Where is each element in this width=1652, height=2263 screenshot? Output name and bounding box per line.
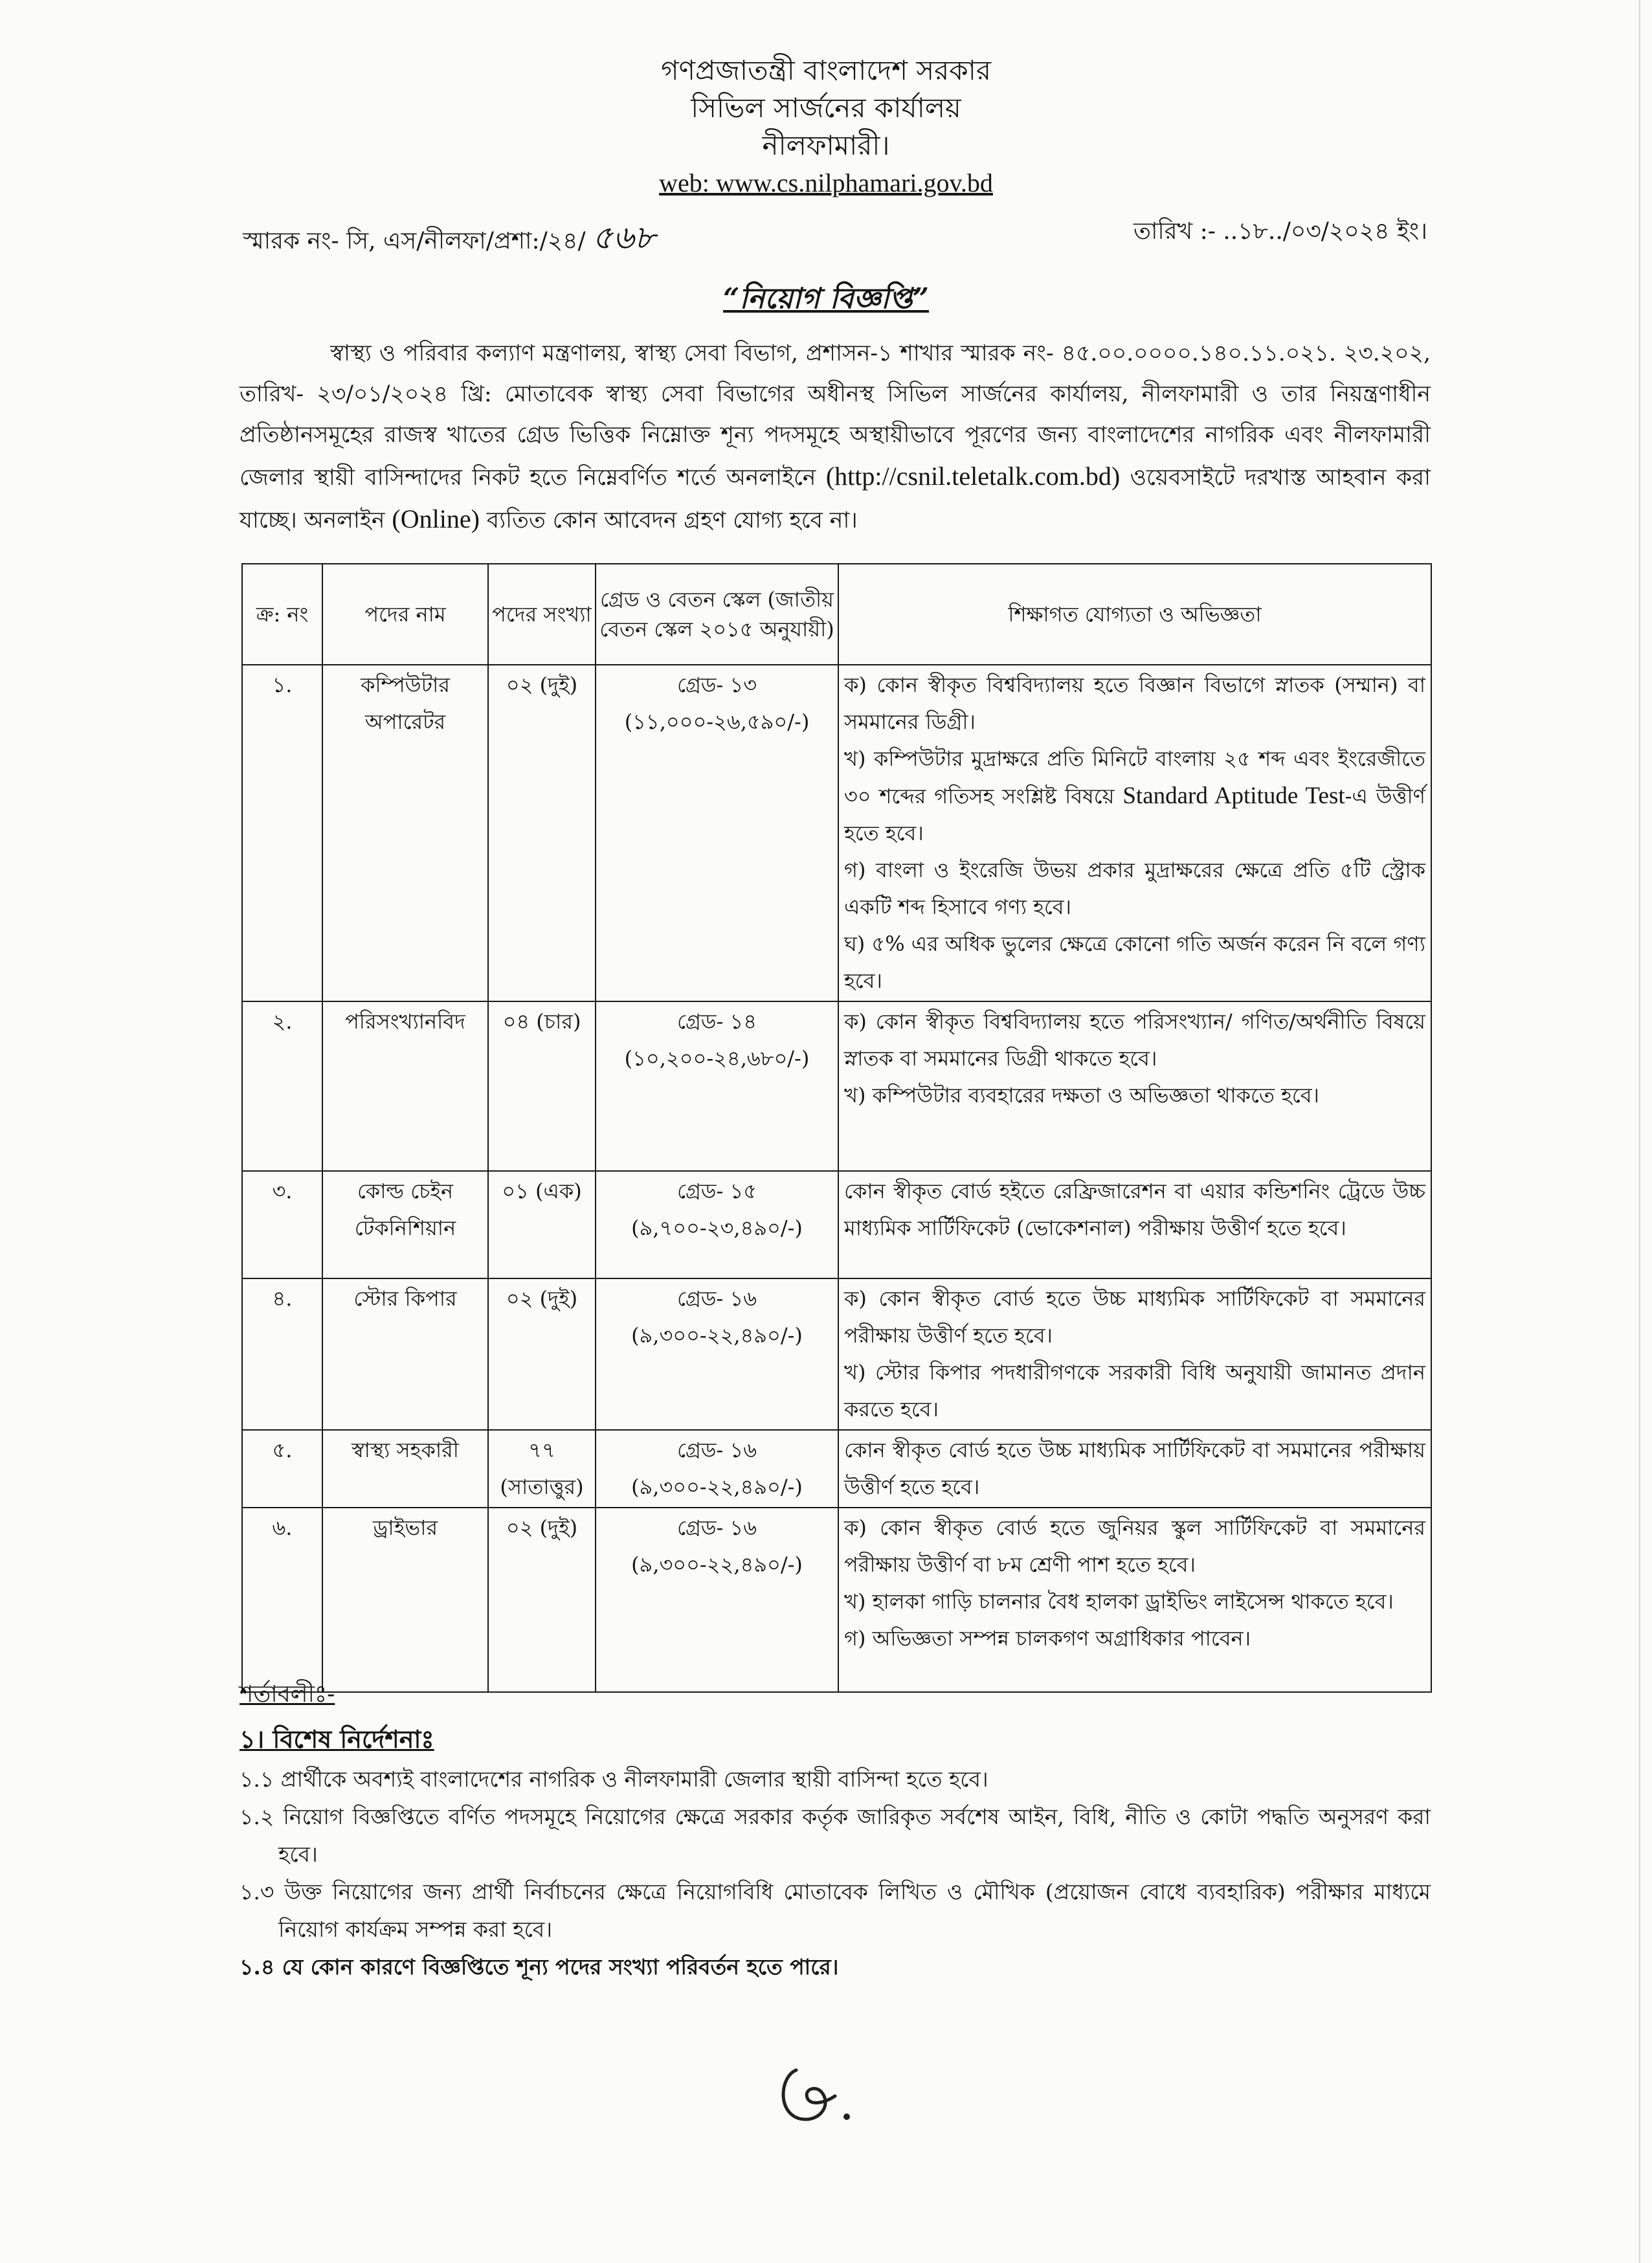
pay-scale: (৯,৭০০-২৩,৪৯০/-)	[631, 1216, 803, 1240]
row-qualification	[838, 1508, 1431, 1692]
row-grade	[596, 1508, 838, 1692]
notice-title-text: “নিয়োগ বিজ্ঞপ্তি”	[723, 282, 929, 315]
special-instructions-heading: ১। বিশেষ নির্দেশনাঃ	[240, 1724, 434, 1754]
conditions-heading: শর্তাবলীঃ-	[240, 1681, 335, 1708]
row-post-count: ০২ (দুই)	[488, 1278, 596, 1430]
online-word: (Online)	[392, 504, 480, 533]
qualification-item: কোন স্বীকৃত বোর্ড হইতে রেফ্রিজারেশন বা এয়ার কন্ডিশনিং ট্রেডে উচ্চ মাধ্যমিক সার্টিফিকেট (ভোকেশনাল) পরীক্ষায় উত্তীর্ণ হতে হবে।	[844, 1179, 1425, 1240]
qualification-item: খ) হালকা গাড়ি চালনার বৈধ হালকা ড্রাইভিং লাইসেন্স থাকতে হবে।	[844, 1589, 1394, 1614]
intro-text-1: স্বাস্থ্য ও পরিবার কল্যাণ মন্ত্রণালয়, স্বাস্থ্য সেবা বিভাগ, প্রশাসন-১ শাখার স্মারক নং- ৪৫.০০.০০০০.১৪০.১১.০২১. ২৩.২০২, তারিখ- ২৩/০১/২০২৪ খ্রি: মোতাবেক স্বাস্থ্য সেবা বিভাগের অধীনস্থ সিভিল সার্জনের কার্যালয়, নীলফামারী ও তার নিয়ন্ত্রণাধীন প্রতিষ্ঠানসমূহের রাজস্ব খাতের গ্রেড ভিত্তিক নিম্নোক্ত শূন্য পদসমূহে অস্থায়ীভাবে পূরণের জন্য বাংলাদেশের নাগরিক এবং নীলফামারী জেলার স্থায়ী বাসিন্দাদের নিকট হতে নিম্নেবর্ণিত শর্তে অনলাইনে	[240, 340, 1431, 491]
row-serial: ১.	[242, 665, 322, 1001]
header-serial: ক্র: নং	[242, 564, 322, 665]
qualification-item: খ) কম্পিউটার ব্যবহারের দক্ষতা ও অভিজ্ঞতা থাকতে হবে।	[844, 1083, 1320, 1108]
row-grade	[596, 1001, 838, 1171]
qual-english-text: Standard Aptitude Test	[1122, 783, 1345, 809]
header-qualification: শিক্ষাগত যোগ্যতা ও অভিজ্ঞতা	[838, 564, 1431, 665]
header-post-name: পদের নাম	[322, 564, 488, 665]
memo-reference	[243, 214, 655, 267]
memo-ref-number: ৫৬৮	[592, 219, 656, 256]
grade-label: গ্রেড- ১৬	[676, 1515, 757, 1540]
row-post-name: পরিসংখ্যানবিদ	[322, 1001, 488, 1171]
row-qualification	[838, 1430, 1431, 1508]
row-serial: ৩.	[242, 1171, 322, 1278]
row-post-count: ০৪ (চার)	[488, 1001, 596, 1171]
table-row	[242, 1278, 1431, 1430]
qualification-item: খ) স্টোর কিপার পদধারীগণকে সরকারী বিধি অনুযায়ী জামানত প্রদান করতে হবে।	[844, 1360, 1425, 1421]
row-post-name: স্টোর কিপার	[322, 1278, 488, 1430]
row-post-name: কোল্ড চেইন টেকনিশিয়ান	[322, 1171, 488, 1278]
row-qualification	[838, 1171, 1431, 1278]
header-post-count: পদের সংখ্যা	[488, 564, 596, 665]
condition-item: ১.২ নিয়োগ বিজ্ঞপ্তিতে বর্ণিত পদসমূহে নিয়োগের ক্ষেত্রে সরকার কর্তৃক জারিকৃত সর্বশেষ আইন, বিধি, নীতি ও কোটা পদ্ধতি অনুসরণ করা হবে।	[240, 1804, 1431, 1867]
grade-label: গ্রেড- ১৬	[676, 1438, 757, 1462]
qualification-item: ঘ) ৫% এর অধিক ভুলের ক্ষেত্রে কোনো গতি অর্জন করেন নি বলে গণ্য হবে।	[844, 931, 1425, 993]
row-grade	[596, 665, 838, 1001]
grade-label: গ্রেড- ১৪	[676, 1009, 757, 1034]
memo-date: তারিখ :- ..১৮../০৩/২০২৪ ইং।	[1133, 218, 1427, 245]
qualification-item: ক) কোন স্বীকৃত বিশ্ববিদ্যালয় হতে পরিসংখ্যান/ গণিত/অর্থনীতি বিষয়ে স্নাতক বা সমমানের ডিগ্রী থাকতে হবে।	[844, 1009, 1425, 1071]
letterhead	[0, 52, 1652, 202]
pay-scale: (১১,০০০-২৬,৫৯০/-)	[624, 709, 810, 734]
row-post-count: ০২ (দুই)	[488, 665, 596, 1001]
table-row	[242, 665, 1431, 1001]
qual-text: খ) কম্পিউটার মুদ্রাক্ষরে প্রতি মিনিটে বাংলায় ২৫ শব্দ এবং ইংরেজীতে ৩০ শব্দের গতিসহ সংশ্লিষ্ট বিষয়ে	[844, 746, 1425, 808]
intro-text-3: ব্যতিত কোন আবেদন গ্রহণ যোগ্য হবে না।	[486, 507, 858, 533]
conditions-section	[240, 1675, 1431, 1986]
condition-item: ১.৪ যে কোন কারণে বিজ্ঞপ্তিতে শূন্য পদের সংখ্যা পরিবর্তন হতে পারে।	[240, 1954, 839, 1979]
grade-label: গ্রেড- ১৩	[676, 673, 757, 697]
qualification-item: গ) অভিজ্ঞতা সম্পন্ন চালকগণ অগ্রাধিকার পাবেন।	[844, 1626, 1251, 1651]
district-name: নীলফামারী।	[762, 129, 890, 161]
pay-scale: (৯,৩০০-২২,৪৯০/-)	[631, 1552, 803, 1577]
row-serial: ২.	[242, 1001, 322, 1171]
memo-ref-label: স্মারক নং- সি, এস/নীলফা/প্রশা:/২৪/	[243, 228, 586, 254]
handwritten-initial-mark	[770, 2057, 861, 2128]
condition-item: ১.১ প্রার্থীকে অবশ্যই বাংলাদেশের নাগরিক ও নীলফামারী জেলার স্থায়ী বাসিন্দা হতে হবে।	[240, 1767, 988, 1792]
header-grade-scale: গ্রেড ও বেতন স্কেল (জাতীয় বেতন স্কেল ২০১৫ অনুযায়ী)	[596, 564, 838, 665]
table-header-row	[242, 564, 1431, 665]
memo-row	[243, 214, 1427, 256]
pay-scale: (৯,৩০০-২২,৪৯০/-)	[631, 1323, 803, 1348]
office-name: সিভিল সার্জনের কার্যালয়	[691, 92, 961, 124]
qualification-item: ক) কোন স্বীকৃত বোর্ড হতে উচ্চ মাধ্যমিক সার্টিফিকেট বা সমমানের পরীক্ষায় উত্তীর্ণ হতে হবে।	[844, 1286, 1425, 1348]
application-url[interactable]: (http://csnil.teletalk.com.bd)	[825, 462, 1121, 491]
row-post-count: ৭৭ (সাতাত্তুর)	[488, 1430, 596, 1508]
page-edge	[1639, 0, 1640, 2263]
qualification-item	[844, 741, 1425, 852]
row-grade	[596, 1278, 838, 1430]
table-row	[242, 1171, 1431, 1278]
row-grade	[596, 1171, 838, 1278]
table-row	[242, 1508, 1431, 1692]
row-serial: ৬.	[242, 1508, 322, 1692]
qualification-item: গ) বাংলা ও ইংরেজি উভয় প্রকার মুদ্রাক্ষরের ক্ষেত্রে প্রতি ৫টি স্ট্রোক একটি শব্দ হিসাবে গণ্য হবে।	[844, 858, 1425, 919]
qual-text: -এ উত্তীর্ণ হতে হবে।	[844, 784, 1425, 845]
row-post-count: ০২ (দুই)	[488, 1508, 596, 1692]
vacancy-table	[241, 563, 1432, 1693]
pay-scale: (১০,২০০-২৪,৬৮০/-)	[624, 1046, 810, 1071]
intro-paragraph	[240, 333, 1431, 541]
row-serial: ৪.	[242, 1278, 322, 1430]
row-serial: ৫.	[242, 1430, 322, 1508]
grade-label: গ্রেড- ১৬	[676, 1286, 757, 1311]
qualification-item: ক) কোন স্বীকৃত বিশ্ববিদ্যালয় হতে বিজ্ঞান বিভাগে স্নাতক (সম্মান) বা সমমানের ডিগ্রী।	[844, 673, 1425, 734]
row-qualification	[838, 665, 1431, 1001]
intro-text-2: ওয়েবসাইটে দরখাস্ত আহবান করা যাচ্ছে। অনলাইন	[240, 465, 1431, 533]
table-row	[242, 1430, 1431, 1508]
government-name: গণপ্রজাতন্ত্রী বাংলাদেশ সরকার	[661, 54, 991, 86]
website-link[interactable]: web: www.cs.nilphamari.gov.bd	[659, 168, 993, 197]
row-post-name: স্বাস্থ্য সহকারী	[322, 1430, 488, 1508]
row-post-count: ০১ (এক)	[488, 1171, 596, 1278]
condition-item: ১.৩ উক্ত নিয়োগের জন্য প্রার্থী নির্বাচনের ক্ষেত্রে নিয়োগবিধি মোতাবেক লিখিত ও মৌখিক (প্রয়োজন বোধে ব্যবহারিক) পরীক্ষার মাধ্যমে নিয়োগ কার্যক্রম সম্পন্ন করা হবে।	[240, 1879, 1431, 1942]
row-qualification	[838, 1278, 1431, 1430]
qualification-item: কোন স্বীকৃত বোর্ড হতে উচ্চ মাধ্যমিক সার্টিফিকেট বা সমমানের পরীক্ষায় উত্তীর্ণ হতে হবে।	[844, 1438, 1425, 1499]
table-row	[242, 1001, 1431, 1171]
pay-scale: (৯,৩০০-২২,৪৯০/-)	[631, 1475, 803, 1499]
row-grade	[596, 1430, 838, 1508]
row-qualification	[838, 1001, 1431, 1171]
row-post-name: ড্রাইভার	[322, 1508, 488, 1692]
qualification-item: ক) কোন স্বীকৃত বোর্ড হতে জুনিয়র স্কুল সার্টিফিকেট বা সমমানের পরীক্ষায় উত্তীর্ণ বা ৮ম শ্রেণী পাশ হতে হবে।	[844, 1515, 1425, 1577]
grade-label: গ্রেড- ১৫	[676, 1179, 757, 1203]
notice-title	[0, 277, 1652, 324]
row-post-name: কম্পিউটার অপারেটর	[322, 665, 488, 1001]
